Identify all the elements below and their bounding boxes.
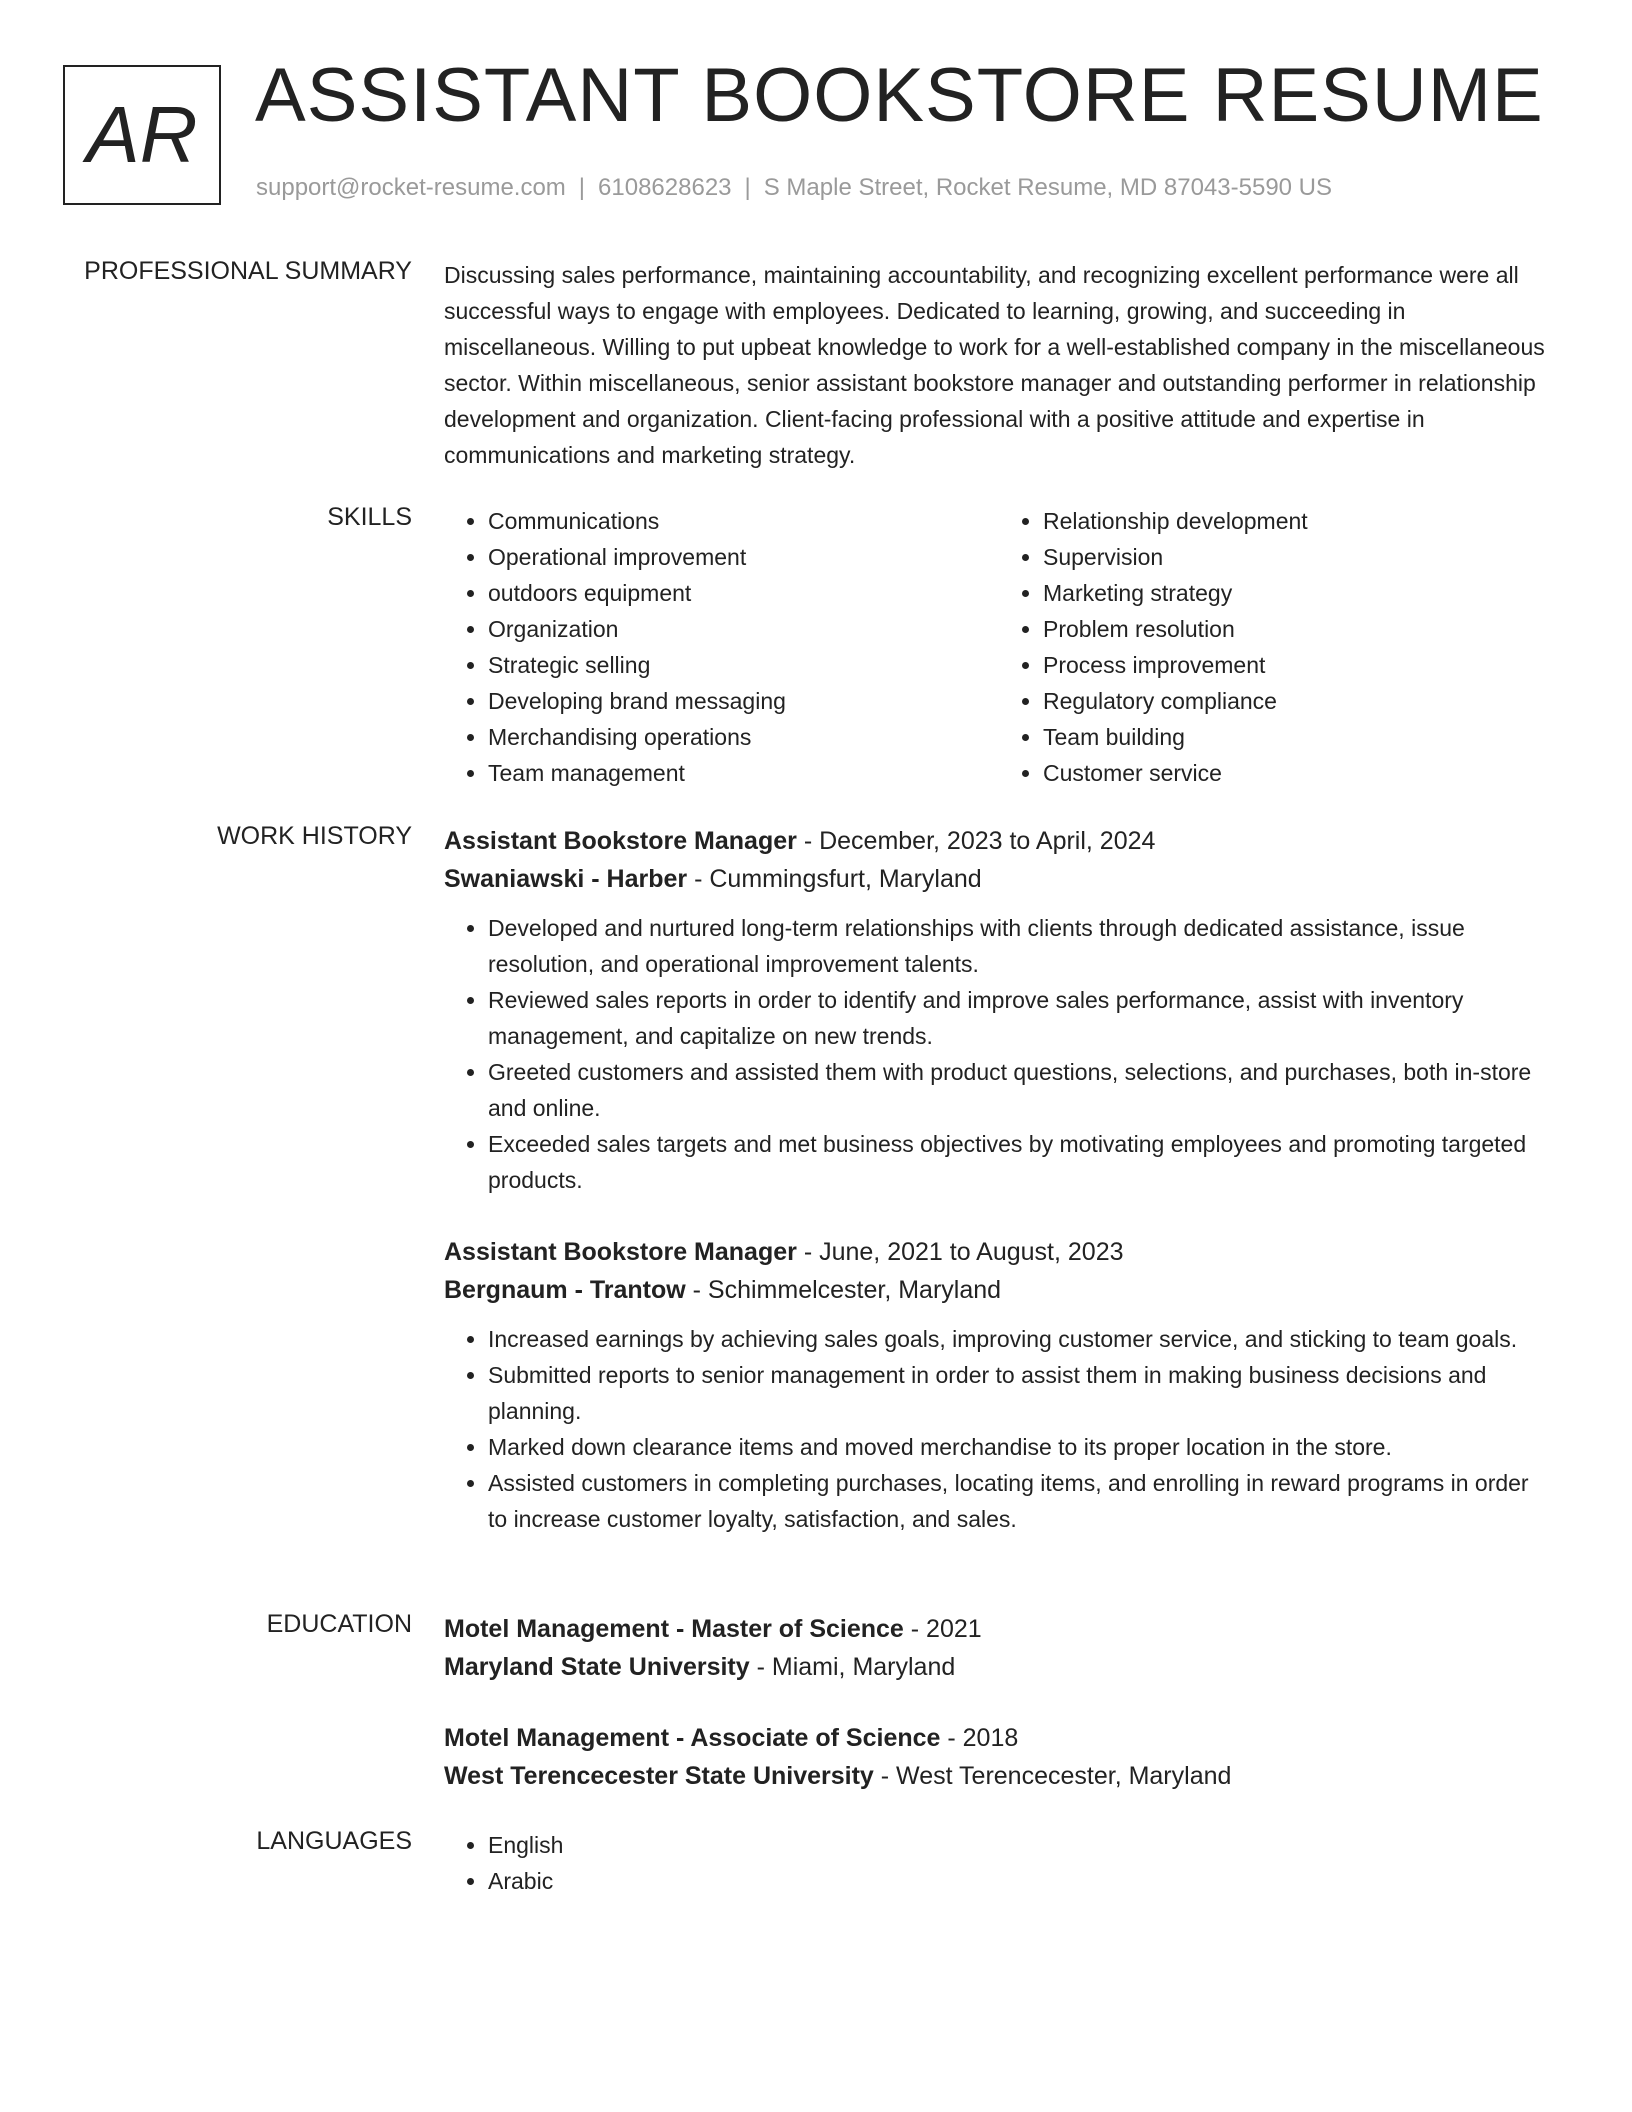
job-title: Assistant Bookstore Manager	[444, 827, 797, 855]
degree-line	[444, 1719, 1554, 1757]
languages-list	[444, 1827, 1554, 1899]
school: Maryland State University	[444, 1653, 750, 1681]
section-label: SKILLS	[327, 503, 412, 531]
school-location: - Miami, Maryland	[749, 1653, 956, 1681]
school-line	[444, 1648, 1554, 1686]
degree: Motel Management - Master of Science	[444, 1615, 904, 1643]
job-bullet: • Greeted customers and assisted them with product questions, selections, and purchases, both in-store and online.	[488, 1054, 1554, 1126]
skill-item: • Merchandising operations	[488, 719, 999, 755]
education-entry	[444, 1610, 1554, 1686]
school: West Terencecester State University	[444, 1762, 874, 1790]
job-bullets	[444, 910, 1554, 1198]
section-label: EDUCATION	[266, 1610, 412, 1638]
school-location: - West Terencecester, Maryland	[873, 1762, 1232, 1790]
skill-item: • Operational improvement	[488, 539, 999, 575]
job-company: Bergnaum - Trantow	[444, 1276, 686, 1304]
page-title: ASSISTANT BOOKSTORE RESUME	[255, 53, 1544, 138]
language-item: • Arabic	[488, 1863, 1554, 1899]
job-bullet: • Marked down clearance items and moved merchandise to its proper location in the store.	[488, 1429, 1554, 1465]
job-company-line	[444, 860, 1554, 898]
job-title: Assistant Bookstore Manager	[444, 1238, 797, 1266]
skill-item: • Supervision	[1043, 539, 1554, 575]
job-company: Swaniawski - Harber	[444, 865, 688, 893]
skill-item: • Customer service	[1043, 755, 1554, 791]
skill-item: • Regulatory compliance	[1043, 683, 1554, 719]
separator: |	[744, 174, 751, 201]
job-bullet: • Reviewed sales reports in order to identify and improve sales performance, assist with inventory management, and capitalize on new trends.	[488, 982, 1554, 1054]
skill-item: • Communications	[488, 503, 999, 539]
section-label: PROFESSIONAL SUMMARY	[84, 257, 412, 285]
school-line	[444, 1757, 1554, 1795]
job-entry	[444, 1233, 1554, 1537]
degree-line	[444, 1610, 1554, 1648]
job-title-line	[444, 1233, 1554, 1271]
job-title-line	[444, 822, 1554, 860]
job-bullet: • Assisted customers in completing purchases, locating items, and enrolling in reward programs in order to increase customer loyalty, satisfaction, and sales.	[488, 1465, 1554, 1537]
job-entry	[444, 822, 1554, 1198]
summary-text: Discussing sales performance, maintaining accountability, and recognizing excellent performance were all successful ways to engage with employees. Dedicated to learning, growing, and succeeding in miscellaneous. Willing to put upbeat knowledge to work for a well-established company in the miscellaneous sector. Within miscellaneous, senior assistant bookstore manager and outstanding performer in relationship development and organization. Client-facing professional with a positive attitude and expertise in communications and marketing strategy.	[444, 262, 1545, 468]
degree-year: - 2018	[940, 1724, 1019, 1752]
skill-item: • outdoors equipment	[488, 575, 999, 611]
skill-item: • Team building	[1043, 719, 1554, 755]
contact-address: S Maple Street, Rocket Resume, MD 87043-5590 US	[763, 174, 1333, 201]
language-item: • English	[488, 1827, 1554, 1863]
education-entry	[444, 1719, 1554, 1795]
skills-column-left	[444, 503, 999, 791]
job-bullet: • Exceeded sales targets and met business objectives by motivating employees and promoting targeted products.	[488, 1126, 1554, 1198]
job-company-line	[444, 1271, 1554, 1309]
separator: |	[578, 174, 586, 201]
skills-column-right	[999, 503, 1554, 791]
contact-email: support@rocket-resume.com	[256, 174, 566, 201]
skill-item: • Strategic selling	[488, 647, 999, 683]
job-bullet: • Increased earnings by achieving sales goals, improving customer service, and sticking to team goals.	[488, 1321, 1554, 1357]
monogram: AR	[63, 65, 221, 205]
contact-line	[256, 174, 1332, 202]
contact-phone: 6108628623	[598, 174, 732, 201]
degree: Motel Management - Associate of Science	[444, 1724, 941, 1752]
skill-item: • Problem resolution	[1043, 611, 1554, 647]
job-location: - Schimmelcester, Maryland	[685, 1276, 1002, 1304]
job-dates: - December, 2023 to April, 2024	[796, 827, 1156, 855]
section-label: WORK HISTORY	[217, 822, 412, 850]
languages-ul	[444, 1827, 1554, 1899]
job-dates: - June, 2021 to August, 2023	[796, 1238, 1124, 1266]
skill-item: • Organization	[488, 611, 999, 647]
skill-item: • Process improvement	[1043, 647, 1554, 683]
skill-item: • Relationship development	[1043, 503, 1554, 539]
job-bullet: • Developed and nurtured long-term relationships with clients through dedicated assistance, issue resolution, and operational improvement talents.	[488, 910, 1554, 982]
degree-year: - 2021	[903, 1615, 982, 1643]
job-bullets	[444, 1321, 1554, 1537]
skill-item: • Marketing strategy	[1043, 575, 1554, 611]
skill-item: • Team management	[488, 755, 999, 791]
skills-list	[444, 503, 1554, 791]
job-location: - Cummingsfurt, Maryland	[687, 865, 982, 893]
section-label: LANGUAGES	[256, 1827, 412, 1855]
skill-item: • Developing brand messaging	[488, 683, 999, 719]
job-bullet: • Submitted reports to senior management in order to assist them in making business decisions and planning.	[488, 1357, 1554, 1429]
